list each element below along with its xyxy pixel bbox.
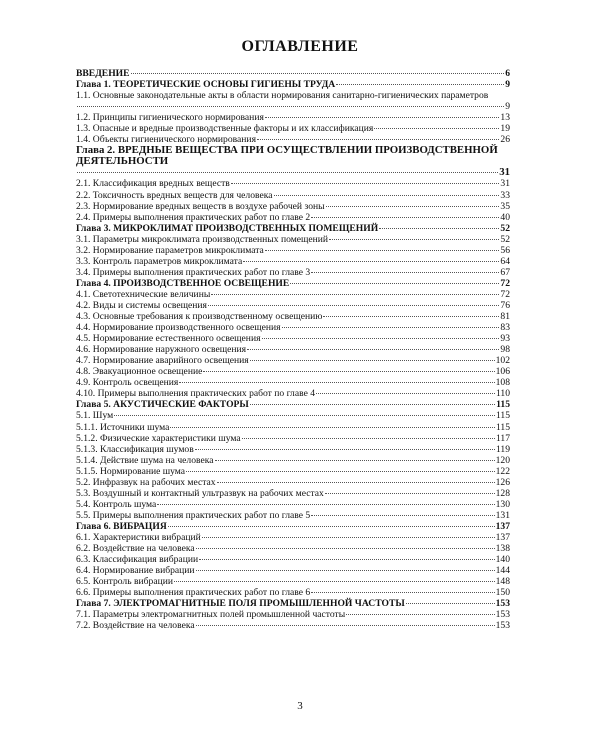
toc-entry-title: ВВЕДЕНИЕ — [76, 68, 130, 79]
dot-leader — [215, 460, 495, 461]
toc-entry — [76, 145, 510, 178]
toc-entry — [76, 90, 510, 112]
toc-entry — [76, 289, 510, 300]
dot-leader — [174, 581, 495, 582]
toc-entry-title: 6.2. Воздействие на человека — [76, 543, 195, 555]
toc-entry — [76, 576, 510, 587]
dot-leader — [262, 338, 500, 339]
toc-entry-title: 4.2. Виды и системы освещения — [76, 299, 207, 311]
toc-entry-page: 115 — [495, 410, 510, 422]
toc-entry — [76, 223, 510, 234]
toc-entry-page: 110 — [495, 388, 510, 400]
dot-leader — [196, 548, 495, 549]
toc-entry-title: 6.5. Контроль вибрации — [76, 576, 173, 588]
toc-entry-title: 6.4. Нормирование вибрации — [76, 565, 195, 577]
toc-entry — [76, 499, 510, 510]
toc-entry-page: 122 — [495, 465, 510, 477]
dot-leader — [323, 316, 499, 317]
toc-entry-page: 130 — [495, 498, 510, 510]
dot-leader — [243, 261, 499, 262]
toc-entry-title: 7.1. Параметры электромагнитных полей промышленной частоты — [76, 609, 346, 621]
toc-entry-page: 115 — [495, 421, 510, 433]
toc-entry-title: 2.1. Классификация вредных веществ — [76, 178, 230, 190]
toc-entry-title: 1.3. Опасные и вредные производственные факторы и их классификация — [76, 123, 374, 135]
toc-entry — [76, 532, 510, 543]
toc-entry-title: 4.1. Светотехнические величины — [76, 288, 211, 300]
dot-leader — [336, 84, 504, 85]
toc-entry — [76, 388, 510, 399]
toc-entry-page: 131 — [495, 509, 510, 521]
toc-entry-page: 119 — [495, 443, 510, 455]
toc-entry-title: 1.2. Принципы гигиенического нормирования — [76, 112, 264, 124]
toc-entry-page: 126 — [495, 476, 510, 488]
toc-entry — [76, 256, 510, 267]
dot-leader — [114, 415, 495, 416]
toc-entry-page: 52 — [500, 222, 510, 234]
toc-entry-page: 120 — [495, 454, 510, 466]
dot-leader — [282, 327, 500, 328]
toc-entry-page: 56 — [500, 244, 510, 256]
toc-entry-page: 31 — [499, 166, 510, 179]
toc-entry-title: Глава 6. ВИБРАЦИЯ — [76, 520, 167, 532]
toc-entry — [76, 212, 510, 223]
dot-leader — [406, 603, 495, 604]
toc-entry — [76, 333, 510, 344]
dot-leader — [329, 239, 499, 240]
toc-entry-title: Глава 2. ВРЕДНЫЕ ВЕЩЕСТВА ПРИ ОСУЩЕСТВЛЕНИИ ПРОИЗВОДСТВЕННОЙ ДЕЯТЕЛЬНОСТИ — [76, 144, 498, 168]
dot-leader — [250, 404, 495, 405]
dot-leader — [196, 570, 495, 571]
dot-leader — [325, 493, 495, 494]
dot-leader — [311, 217, 499, 218]
toc-entry-page: 33 — [500, 189, 510, 201]
toc-entry-title: 3.2. Нормирование параметров микроклимата — [76, 244, 264, 256]
toc-entry-title: 5.1.1. Источники шума — [76, 421, 170, 433]
toc-entry-page: 93 — [500, 333, 510, 345]
dot-leader — [242, 438, 495, 439]
dot-leader — [186, 471, 495, 472]
toc-entry — [76, 79, 510, 90]
toc-entry-page: 138 — [495, 543, 510, 555]
toc-entry-title: 4.9. Контроль освещения — [76, 377, 179, 389]
toc-entry-title: 2.4. Примеры выполнения практических работ по главе 2 — [76, 211, 311, 223]
toc-entry — [76, 355, 510, 366]
dot-leader — [346, 614, 494, 615]
dot-leader — [203, 371, 494, 372]
toc-entry-page: 98 — [500, 344, 510, 356]
toc-entry — [76, 267, 510, 278]
toc-entry-page: 26 — [500, 134, 510, 146]
toc-entry — [76, 245, 510, 256]
page-number: 3 — [297, 700, 303, 712]
dot-leader — [257, 139, 499, 140]
toc-entry — [76, 455, 510, 466]
toc-entry-title: 4.10. Примеры выполнения практических работ по главе 4 — [76, 388, 316, 400]
toc-entry-page: 140 — [495, 554, 510, 566]
toc-entry-title: 4.7. Нормирование аварийного освещения — [76, 355, 249, 367]
toc-entry-page: 35 — [500, 200, 510, 212]
toc-entry-page: 64 — [500, 255, 510, 267]
toc-entry — [76, 366, 510, 377]
toc-entry-title: 4.4. Нормирование производственного освещения — [76, 322, 281, 334]
dot-leader — [157, 504, 494, 505]
toc-entry-title: 5.4. Контроль шума — [76, 498, 157, 510]
toc-entry-page: 9 — [505, 101, 510, 113]
toc-entry — [76, 466, 510, 477]
dot-leader — [196, 625, 495, 626]
toc-entry-page: 115 — [496, 399, 510, 411]
toc-entry-title: Глава 5. АКУСТИЧЕСКИЕ ФАКТОРЫ — [76, 399, 249, 411]
dot-leader — [208, 305, 499, 306]
toc-entry-page: 67 — [500, 266, 510, 278]
toc-entry-page: 106 — [495, 366, 510, 378]
toc-entry-title: 6.3. Классификация вибрации — [76, 554, 199, 566]
dot-leader — [311, 515, 494, 516]
dot-leader — [311, 272, 499, 273]
toc-entry — [76, 477, 510, 488]
toc-entry-page: 31 — [500, 178, 510, 190]
toc-entry — [76, 278, 510, 289]
toc-entry — [76, 399, 510, 410]
toc-entry-page: 153 — [495, 609, 510, 621]
toc-entry-title: 2.2. Токсичность вредных веществ для человека — [76, 189, 273, 201]
toc-entry — [76, 344, 510, 355]
toc-entry-title: 3.4. Примеры выполнения практических работ по главе 3 — [76, 266, 311, 278]
toc-entry — [76, 609, 510, 620]
dot-leader — [168, 526, 495, 527]
toc-entry — [76, 190, 510, 201]
toc-entry-title: 5.2. Инфразвук на рабочих местах — [76, 476, 216, 488]
toc-entry-title: 1.1. Основные законодательные акты в области нормирования санитарно-гигиенических параметров — [76, 90, 489, 102]
toc-entry-title: Глава 3. МИКРОКЛИМАТ ПРОИЗВОДСТВЕННЫХ ПОМЕЩЕНИЙ — [76, 222, 379, 234]
toc-entry-title: 6.6. Примеры выполнения практических работ по главе 6 — [76, 587, 311, 599]
dot-leader — [170, 427, 495, 428]
toc-entry-title: 5.1.4. Действие шума на человека — [76, 454, 214, 466]
toc-entry — [76, 444, 510, 455]
dot-leader — [77, 172, 498, 173]
toc-entry-page: 13 — [500, 112, 510, 124]
toc-entry-page: 153 — [495, 620, 510, 632]
toc-entry-title: 1.4. Объекты гигиенического нормирования — [76, 134, 256, 146]
toc-entry-page: 9 — [505, 79, 510, 91]
toc-entry-title: 3.1. Параметры микроклимата производственных помещений — [76, 233, 329, 245]
toc-entry-page: 137 — [495, 520, 510, 532]
dot-leader — [316, 393, 495, 394]
toc-entry-title: Глава 1. ТЕОРЕТИЧЕСКИЕ ОСНОВЫ ГИГИЕНЫ ТРУДА — [76, 79, 336, 91]
toc-entry — [76, 68, 510, 79]
toc-entry-page: 19 — [500, 123, 510, 135]
dot-leader — [231, 183, 500, 184]
toc-entry-title: 4.5. Нормирование естественного освещения — [76, 333, 261, 345]
toc-entry — [76, 234, 510, 245]
toc-entry — [76, 123, 510, 134]
toc-entry-title: 5.3. Воздушный и контактный ультразвук на рабочих местах — [76, 487, 324, 499]
toc-entry — [76, 510, 510, 521]
toc-entry-title: 4.6. Нормирование наружного освещения — [76, 344, 247, 356]
dot-leader — [265, 250, 500, 251]
toc-entry-title: 4.3. Основные требования к производственному освещению — [76, 311, 323, 323]
toc-entry — [76, 377, 510, 388]
dot-leader — [217, 482, 495, 483]
toc-entry-page: 52 — [500, 233, 510, 245]
dot-leader — [247, 349, 499, 350]
toc-entry-page: 150 — [495, 587, 510, 599]
dot-leader — [131, 73, 505, 74]
toc-entry-page: 72 — [500, 277, 510, 289]
toc-entry — [76, 112, 510, 123]
toc-entry-page: 76 — [500, 299, 510, 311]
toc-entry — [76, 554, 510, 565]
dot-leader — [250, 360, 495, 361]
toc-entry-title: 4.8. Эвакуационное освещение — [76, 366, 203, 378]
toc-entry — [76, 410, 510, 421]
toc-entry — [76, 311, 510, 322]
toc-entry-page: 148 — [495, 576, 510, 588]
toc-entry — [76, 488, 510, 499]
toc-entry-title: 5.1.5. Нормирование шума — [76, 465, 186, 477]
toc-entry — [76, 178, 510, 189]
toc-entry-title: 5.1. Шум — [76, 410, 114, 422]
toc-entry — [76, 565, 510, 576]
toc-entry-page: 6 — [505, 68, 510, 79]
toc-entry — [76, 543, 510, 554]
toc-entry-page: 137 — [495, 531, 510, 543]
toc-entry-title: 5.5. Примеры выполнения практических работ по главе 5 — [76, 509, 311, 521]
toc-entry-page: 153 — [495, 598, 510, 610]
toc-entry-page: 108 — [495, 377, 510, 389]
table-of-contents — [76, 68, 510, 631]
toc-entry — [76, 521, 510, 532]
toc-entry-title: 5.1.2. Физические характеристики шума — [76, 432, 241, 444]
toc-entry-page: 128 — [495, 487, 510, 499]
toc-entry-title: 6.1. Характеристики вибраций — [76, 531, 201, 543]
toc-entry-title: Глава 4. ПРОИЗВОДСТВЕННОЕ ОСВЕЩЕНИЕ — [76, 277, 290, 289]
toc-entry — [76, 300, 510, 311]
toc-entry — [76, 422, 510, 433]
toc-entry-page: 117 — [495, 432, 510, 444]
dot-leader — [379, 228, 499, 229]
dot-leader — [311, 592, 494, 593]
dot-leader — [199, 559, 495, 560]
toc-entry — [76, 587, 510, 598]
dot-leader — [274, 195, 500, 196]
dot-leader — [290, 283, 499, 284]
page-title: ОГЛАВЛЕНИЕ — [241, 38, 359, 55]
toc-entry-page: 83 — [500, 322, 510, 334]
toc-entry-title: 2.3. Нормирование вредных веществ в воздухе рабочей зоны — [76, 200, 325, 212]
toc-entry — [76, 598, 510, 609]
toc-entry — [76, 433, 510, 444]
dot-leader — [77, 106, 504, 107]
toc-entry-page: 40 — [500, 211, 510, 223]
dot-leader — [374, 128, 499, 129]
toc-entry-title: 3.3. Контроль параметров микроклимата — [76, 255, 243, 267]
toc-entry-title: 5.1.3. Классификация шумов — [76, 443, 194, 455]
toc-entry-page: 81 — [500, 311, 510, 323]
toc-entry — [76, 620, 510, 631]
dot-leader — [202, 537, 495, 538]
toc-entry-title: 7.2. Воздействие на человека — [76, 620, 195, 632]
toc-entry-page: 102 — [495, 355, 510, 367]
toc-entry-page: 144 — [495, 565, 510, 577]
dot-leader — [211, 294, 499, 295]
toc-entry — [76, 201, 510, 212]
dot-leader — [195, 449, 495, 450]
toc-entry-page: 72 — [500, 288, 510, 300]
dot-leader — [326, 206, 500, 207]
toc-entry-title: Глава 7. ЭЛЕКТРОМАГНИТНЫЕ ПОЛЯ ПРОМЫШЛЕННОЙ ЧАСТОТЫ — [76, 598, 405, 610]
dot-leader — [179, 382, 494, 383]
dot-leader — [265, 117, 500, 118]
toc-entry — [76, 322, 510, 333]
